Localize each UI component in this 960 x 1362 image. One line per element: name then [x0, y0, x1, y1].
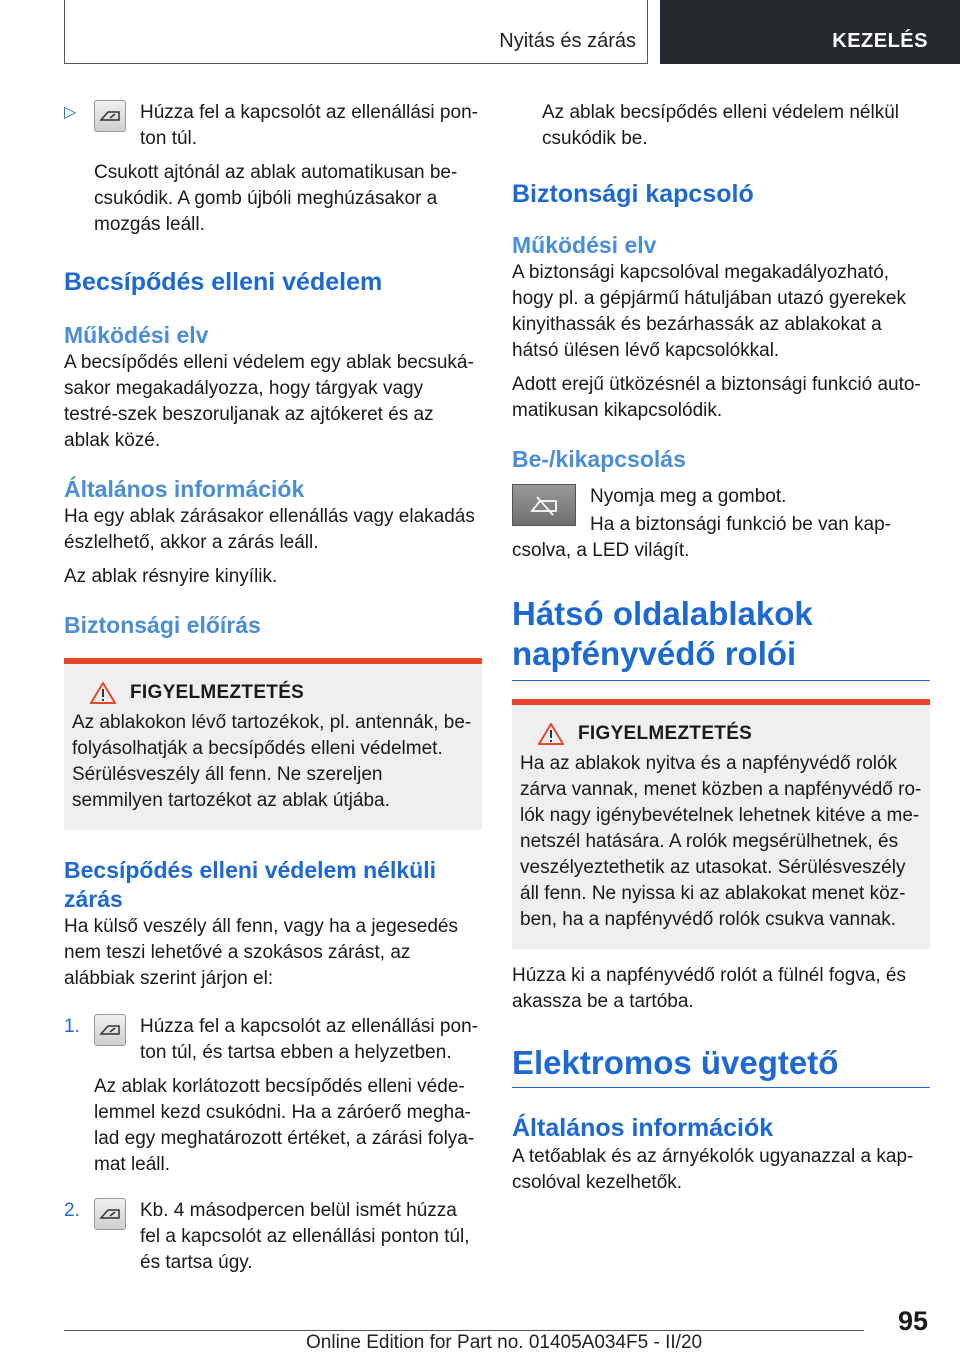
principle-text: A becsípődés elleni védelem egy ablak becsuká-sakor megakadályozza, hogy tárgyak vagy testré-szek beszoruljanak az ajtókeret és az ablak közé.: [64, 352, 474, 451]
warning-box-sunblind: [512, 699, 930, 949]
switch-principle-text-1: A biztonsági kapcsolóval megakadályozható, hogy pl. a gépjármű hátuljában utazó gyerekek kinyithassák és bezárhassák az ablakokat a hátsó ülésen lévő kapcsolókkal.: [512, 262, 906, 361]
switch-principle-text-2: Adott erejű ütközésnél a biztonsági funkció auto-matikusan kikapcsolódik.: [512, 374, 921, 421]
step-1-number: 1.: [64, 1016, 80, 1037]
step-note: Csukott ajtónál az ablak automatikusan be-csukódik. A gomb újbóli meghúzásakor a mozgás leáll.: [94, 162, 458, 235]
warning-title: FIGYELMEZTETÉS: [130, 682, 305, 703]
header-chapter-title: KEZELÉS: [832, 30, 928, 52]
step-2-text: Kb. 4 másodpercen belül ismét húzza fel a kapcsolót az ellenállási ponton túl, és tartsa úgy.: [140, 1200, 470, 1273]
warning-triangle-icon: [538, 723, 564, 745]
step-1-text: Húzza fel a kapcsolót az ellenállási pon-ton túl, és tartsa ebben a helyzetben.: [140, 1016, 478, 1063]
warning-header-sunblind: [520, 723, 922, 745]
heading-pinch-protection: Becsípődés elleni védelem: [64, 268, 383, 296]
heading-general-info-right: Általános információk: [512, 1114, 774, 1142]
warning-text-sunblind: Ha az ablakok nyitva és a napfényvédő rolók zárva vannak, menet közben a napfényvédő ro-lók nagy igénybevételnek lehetnek kitéve a me-netszél hatására. A rolók megsérülhetnek, és veszélyeztethetik az utasokat. Sérülésveszély áll fenn. Ne nyissa ki az ablakokat menet köz-ben, ha a napfényvédő rolók csukva vannak.: [520, 753, 922, 930]
step-1-note: Az ablak korlátozott becsípődés elleni véde-lemmel kezd csukódni. Ha a záróerő megha-lad egy meghatározott értéket, a zárási folya-mat leáll.: [94, 1076, 475, 1175]
on-off-text-2: Ha a biztonsági funkció be van kap-csolva, a LED világít.: [512, 514, 892, 561]
heading-without-protection: Becsípődés elleni védelem nélküli zárás: [64, 857, 436, 912]
heading-glass-roof: Elektromos üvegtető: [512, 1044, 839, 1081]
heading-safety: Biztonsági előírás: [64, 612, 261, 638]
warning-box: [64, 658, 482, 830]
left-column: [64, 100, 482, 1276]
warning-header: [72, 682, 474, 704]
sunblind-text: Húzza ki a napfényvédő rolót a fülnél fogva, és akassza be a tartóba.: [512, 965, 906, 1012]
general-text-1: Ha egy ablak zárásakor ellenállás vagy elakadás észlelhető, akkor a zárás leáll.: [64, 506, 475, 553]
step-row: [64, 100, 482, 152]
heading-general-info: Általános információk: [64, 476, 305, 502]
safety-switch-icon: [512, 484, 576, 526]
step-2-row: [64, 1198, 482, 1276]
heading-sunblind-block: [512, 594, 930, 681]
header-chapter-tab: [660, 0, 960, 64]
footer-divider: [64, 1330, 864, 1331]
page-number: 95: [897, 1306, 928, 1336]
general-text-2: Az ablak résnyire kinyílik.: [64, 566, 278, 587]
window-switch-icon: [94, 100, 126, 132]
window-switch-icon: [94, 1014, 126, 1046]
heading-on-off: Be-/kikapcsolás: [512, 446, 686, 472]
warning-title-sunblind: FIGYELMEZTETÉS: [578, 723, 753, 744]
heading-principle-right: Működési elv: [512, 232, 657, 258]
without-text: Ha külső veszély áll fenn, vagy ha a jegesedés nem teszi lehetővé a szokásos zárást, az alábbiak szerint járjon el:: [64, 916, 458, 989]
heading-roof-block: [512, 1043, 930, 1088]
window-switch-icon: [94, 1198, 126, 1230]
roof-text: A tetőablak és az árnyékolók ugyanazzal a kap-csolóval kezelhetők.: [512, 1146, 914, 1193]
step-text: Húzza fel a kapcsolót az ellenállási pon-ton túl.: [140, 102, 478, 149]
step-1-row: [64, 1014, 482, 1066]
step-marker: ▷: [64, 104, 77, 121]
heading-principle: Működési elv: [64, 322, 209, 348]
step-2-number: 2.: [64, 1200, 80, 1221]
on-off-text-1: Nyomja meg a gombot.: [590, 486, 787, 507]
warning-triangle-icon: [90, 682, 116, 704]
heading-safety-switch: Biztonsági kapcsoló: [512, 180, 754, 208]
edition-text: Online Edition for Part no. 01405A034F5 - II/20: [306, 1332, 703, 1353]
heading-sunblinds: Hátsó oldalablakok napfényvédő rolói: [512, 595, 813, 672]
warning-text: Az ablakokon lévő tartozékok, pl. antennák, be-folyásolhatják a becsípődés elleni védelmet. Sérülésveszély áll fenn. Ne szereljen semmilyen tartozékot az ablak útjába.: [72, 712, 472, 811]
right-column: [512, 100, 930, 1204]
header-section-title: Nyitás és zárás: [499, 30, 636, 52]
continued-text: Az ablak becsípődés elleni védelem nélkül csukódik be.: [542, 102, 899, 149]
